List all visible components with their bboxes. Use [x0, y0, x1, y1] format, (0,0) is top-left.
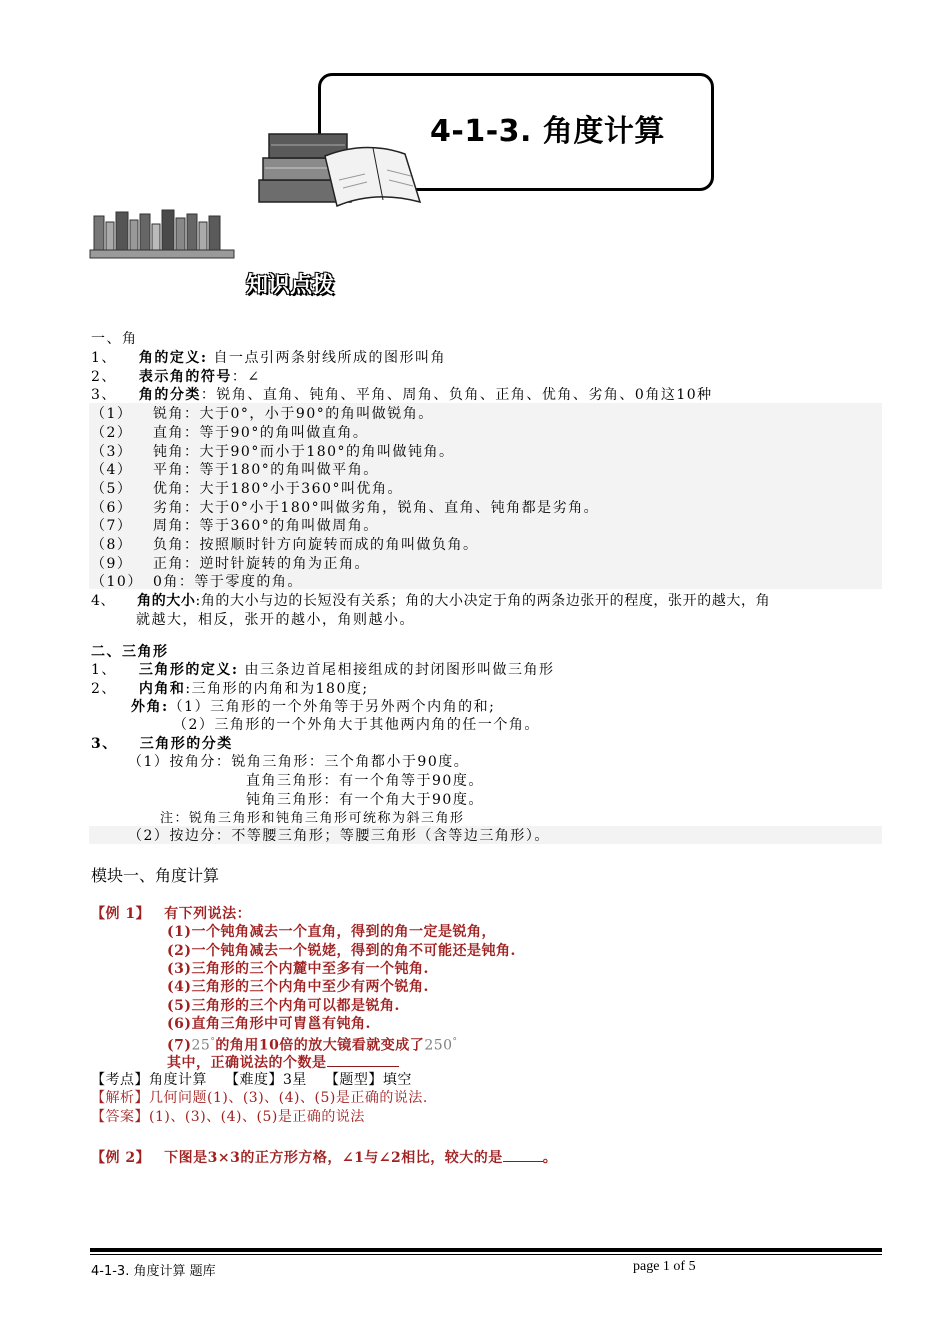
- item-number: 4、: [91, 593, 116, 609]
- list-item: （4） 平角：等于180°的角叫做平角。: [91, 462, 379, 478]
- page-number: page 1 of 5: [633, 1259, 696, 1274]
- section-heading: 二、三角形: [91, 644, 169, 660]
- definition-text: :角的大小与边的长短没有关系；角的大小决定于角的两条边张开的程度，张开的越大，角: [195, 593, 771, 609]
- classification-line: （2）按边分：不等腰三角形；等腰三角形（含等边三角形）。: [128, 828, 550, 844]
- size-line: [91, 592, 770, 611]
- question-line: 其中，正确说法的个数是: [167, 1052, 399, 1073]
- statement: (5)三角形的三个内角可以都是锐角.: [167, 998, 400, 1014]
- exterior-angle-line-2: （2）三角形的一个外角大于其他两内角的任一个角。: [173, 717, 540, 733]
- books-illustration: [255, 120, 425, 212]
- section-heading: 一、角: [91, 331, 138, 347]
- list-item: （3） 钝角：大于90°而小于180°的角叫做钝角。: [91, 444, 455, 460]
- example-1-intro: 【例 1】 有下列说法：: [91, 906, 252, 922]
- angle-sum-line: [91, 680, 369, 699]
- term: 外角:: [131, 699, 169, 715]
- term: 角的分类: [138, 387, 201, 403]
- analysis-line: 【解析】几何问题(1)、(3)、(4)、(5)是正确的说法.: [91, 1090, 428, 1106]
- definition-line: [91, 349, 446, 368]
- item-number: 1、: [91, 662, 117, 678]
- item-number: 3、: [91, 387, 117, 403]
- list-item: （5） 优角：大于180°小于360°叫优角。: [91, 481, 403, 497]
- answer-blank[interactable]: [327, 1052, 399, 1067]
- bookshelf-icon: [88, 208, 238, 264]
- list-item: （8） 负角：按照顺时针方向旋转而成的角叫做负角。: [91, 537, 479, 553]
- info-line: 【考点】角度计算 【难度】3星 【题型】填空: [91, 1072, 412, 1088]
- symbol-line: [91, 368, 261, 387]
- list-item: （6） 劣角：大于0°小于180°叫做劣角，锐角、直角、钝角都是劣角。: [91, 500, 600, 516]
- classification-heading: 3、 三角形的分类: [91, 736, 233, 752]
- statement: (4)三角形的三个内角中至少有两个锐角.: [167, 979, 429, 995]
- list-item: （9） 正角：逆时针旋转的角为正角。: [91, 556, 370, 572]
- term: 角的定义:: [138, 350, 208, 366]
- definition-line: [91, 661, 555, 680]
- term: 表示角的符号: [138, 369, 232, 385]
- module-heading: 模块一、角度计算: [91, 866, 220, 885]
- list-item: （1） 锐角：大于0°，小于90°的角叫做锐角。: [91, 406, 434, 422]
- list-item: （7） 周角：等于360°的角叫做周角。: [91, 518, 379, 534]
- footer-rule: [90, 1248, 882, 1252]
- statement: (6)直角三角形中可胄邕有钝角.: [167, 1016, 371, 1032]
- statement: (3)三角形的三个内麓中至多有一个钝角.: [167, 961, 429, 977]
- item-number: 1、: [91, 350, 117, 366]
- list-item: （10） 0角：等于零度的角。: [91, 574, 303, 590]
- exterior-angle-line: 外角:（1）三角形的一个外角等于另外两个内角的和;: [131, 699, 496, 715]
- example-tag: 【例 2】: [91, 1150, 151, 1166]
- definition-text: ：∠: [231, 369, 261, 385]
- definition-text: 由三条边首尾相接组成的封闭图形叫做三角形: [238, 662, 555, 678]
- size-line-cont: 就越大，相反，张开的越小，角则越小。: [136, 612, 415, 628]
- item-number: 2、: [91, 369, 117, 385]
- term: 内角和: [138, 681, 186, 697]
- statement: (1)一个钝角减去一个直角，得到的角一定是锐角，: [167, 924, 496, 940]
- classification-line: 钝角三角形：有一个角大于90度。: [246, 792, 484, 808]
- term: 三角形的定义:: [138, 662, 239, 678]
- term: 角的大小: [137, 593, 196, 609]
- classification-line: （1）按角分：锐角三角形：三个角都小于90度。: [128, 754, 470, 770]
- classification-line: [91, 386, 713, 405]
- example-tag: 【例 1】: [91, 906, 151, 922]
- item-number: 2、: [91, 681, 117, 697]
- section-banner: 知识点拨: [246, 273, 335, 298]
- example-2: 【例 2】 下图是3×3的正方形方格，∠1与∠2相比，较大的是 。: [91, 1147, 557, 1168]
- answer-blank[interactable]: [503, 1147, 543, 1162]
- definition-text: 自一点引两条射线所成的图形叫角: [207, 350, 447, 366]
- page-title: 4-1-3. 角度计算: [430, 114, 665, 149]
- note-line: 注：锐角三角形和钝角三角形可统称为斜三角形: [160, 811, 465, 826]
- statement: (2)一个钝角减去一个锐姥，得到的角不可能还是钝角.: [167, 943, 516, 959]
- definition-text: :三角形的内角和为180度;: [185, 681, 369, 697]
- answer-line: 【答案】(1)、(3)、(4)、(5)是正确的说法: [91, 1109, 365, 1125]
- definition-text: ：锐角、直角、钝角、平角、周角、负角、正角、优角、劣角、0角这10种: [200, 387, 713, 403]
- footer-title: 4-1-3. 角度计算 题库: [91, 1264, 216, 1279]
- list-item: （2） 直角：等于90°的角叫做直角。: [91, 425, 369, 441]
- footer-rule-thin: [90, 1254, 882, 1255]
- statement: (7)25°的角用10倍的放大镜看就变成了250°: [167, 1037, 458, 1054]
- classification-line: 直角三角形：有一个角等于90度。: [246, 773, 484, 789]
